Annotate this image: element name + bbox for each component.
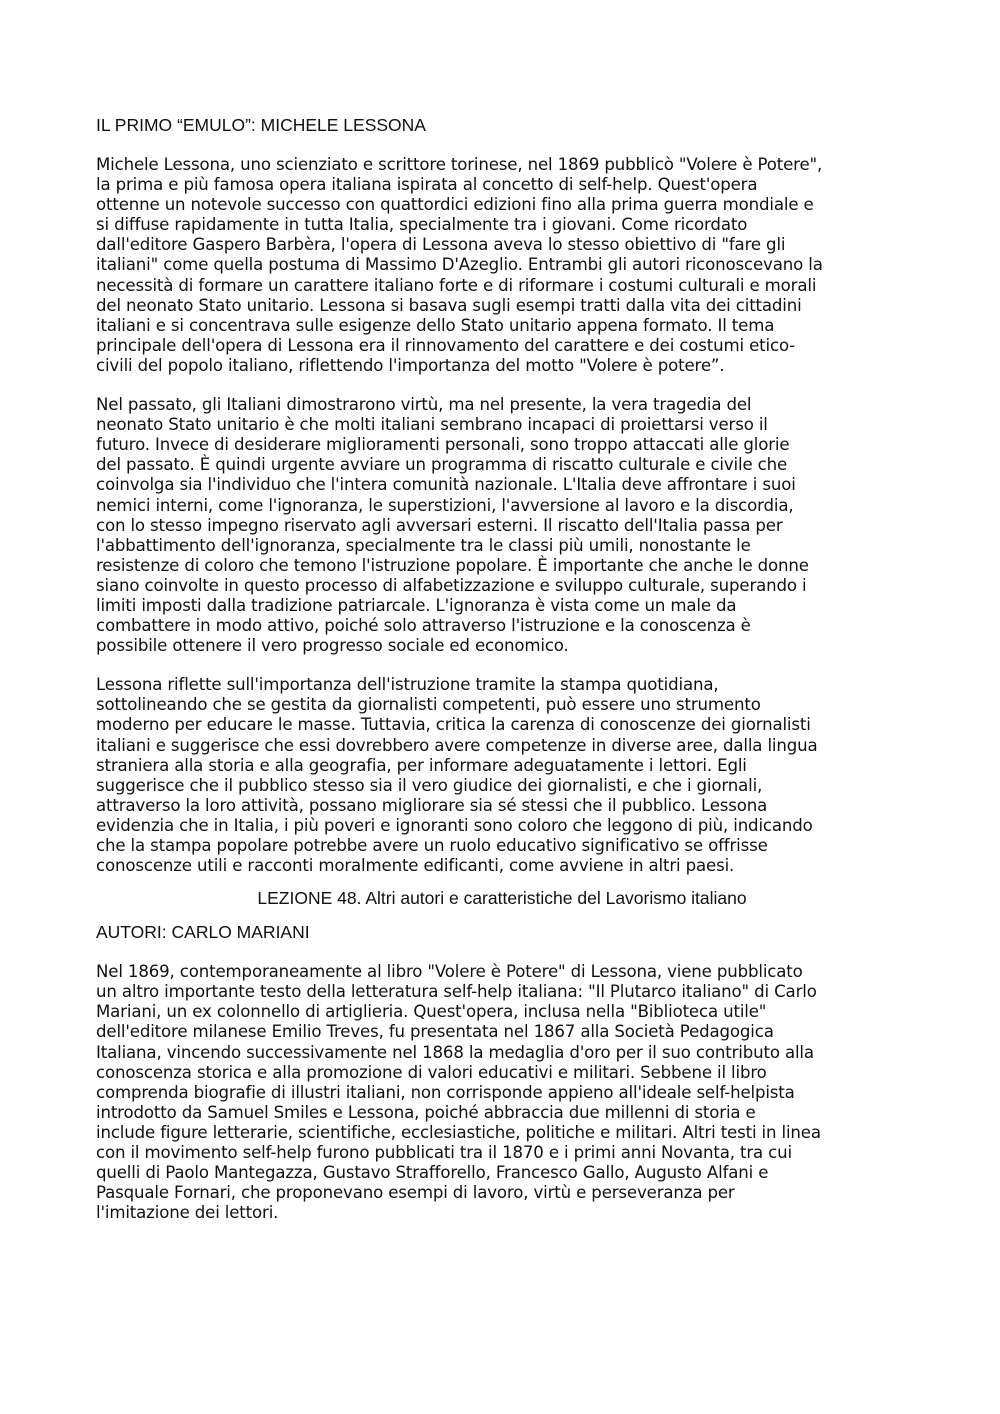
text-line: coinvolga sia l'individuo che l'intera comunità nazionale. L'Italia deve affrontare i suoi	[96, 475, 796, 495]
text-line: Nel 1869, contemporaneamente al libro "Volere è Potere" di Lessona, viene pubblicato	[96, 962, 803, 982]
lesson-title: LEZIONE 48. Altri autori e caratteristiche del Lavorismo italiano	[257, 888, 747, 909]
text-line: si diffuse rapidamente in tutta Italia, specialmente tra i giovani. Come ricordato	[96, 215, 748, 235]
text-line: necessità di formare un carattere italiano forte e di riformare i costumi culturali e morali	[96, 275, 817, 295]
paragraph	[96, 962, 908, 1223]
text-line: suggerisce che il pubblico stesso sia il vero giudice dei giornalisti, e che i giornali,	[96, 775, 763, 795]
text-line: evidenzia che in Italia, i più poveri e ignoranti sono coloro che leggono di più, indicando	[96, 815, 813, 835]
text-line: moderno per educare le masse. Tuttavia, critica la carenza di conoscenze dei giornalisti	[96, 715, 811, 735]
text-line: dall'editore Gaspero Barbèra, l'opera di Lessona aveva lo stesso obiettivo di "fare gli	[96, 235, 786, 255]
text-line: include figure letterarie, scientifiche, ecclesiastiche, politiche e militari. Altri testi in linea	[96, 1122, 821, 1142]
paragraph	[96, 155, 908, 376]
text-line: straniera alla storia e alla geografia, per informare adeguatamente i lettori. Egli	[96, 755, 747, 775]
text-line: del passato. È quindi urgente avviare un programma di riscatto culturale e civile che	[96, 455, 788, 475]
text-line: Lessona riflette sull'importanza dell'istruzione tramite la stampa quotidiana,	[96, 675, 719, 695]
text-line: dell'editore milanese Emilio Treves, fu presentata nel 1867 alla Società Pedagogica	[96, 1022, 774, 1042]
text-line: resistenze di coloro che temono l'istruzione popolare. È importante che anche le donne	[96, 555, 809, 575]
text-line: l'imitazione dei lettori.	[96, 1203, 279, 1223]
paragraph	[96, 675, 908, 876]
text-line: conoscenze utili e racconti moralmente edificanti, come avviene in altri paesi.	[96, 856, 735, 876]
text-line: l'abbattimento dell'ignoranza, specialmente tra le classi più umili, nonostante le	[96, 535, 751, 555]
text-line: un altro importante testo della letteratura self-help italiana: "Il Plutarco italiano" di Carlo	[96, 982, 817, 1002]
paragraph	[96, 395, 908, 656]
text-line: con il movimento self-help furono pubblicati tra il 1870 e i primi anni Novanta, tra cui	[96, 1143, 792, 1163]
text-line: Michele Lessona, uno scienziato e scrittore torinese, nel 1869 pubblicò "Volere è Potere",	[96, 155, 823, 174]
text-line: Mariani, un ex colonnello di artiglieria. Quest'opera, inclusa nella "Biblioteca utile"	[96, 1002, 767, 1022]
text-line: italiani e suggerisce che essi dovrebbero avere competenze in diverse aree, dalla lingua	[96, 735, 818, 755]
text-line: comprenda biografie di illustri italiani, non corrisponde appieno all'ideale self-helpista	[96, 1082, 795, 1102]
text-line: sottolineando che se gestita da giornalisti competenti, può essere uno strumento	[96, 695, 761, 715]
text-line: neonato Stato unitario è che molti italiani sembrano incapaci di proiettarsi verso il	[96, 415, 768, 435]
text-line: quelli di Paolo Mantegazza, Gustavo Strafforello, Francesco Gallo, Augusto Alfani e	[96, 1163, 769, 1183]
text-line: limiti imposti dalla tradizione patriarcale. L'ignoranza è vista come un male da	[96, 595, 737, 615]
text-line: la prima e più famosa opera italiana ispirata al concetto di self-help. Quest'opera	[96, 175, 758, 195]
text-line: con lo stesso impegno riservato agli avversari esterni. Il riscatto dell'Italia passa per	[96, 515, 783, 535]
text-line: attraverso la loro attività, possano migliorare sia sé stessi che il pubblico. Lessona	[96, 795, 768, 815]
text-line: civili del popolo italiano, riflettendo l'importanza del motto "Volere è potere”.	[96, 355, 725, 375]
document-page	[96, 114, 908, 1223]
text-line: del neonato Stato unitario. Lessona si basava sugli esempi tratti dalla vita dei cittadini	[96, 295, 802, 315]
text-line: futuro. Invece di desiderare miglioramenti personali, sono troppo attaccati alle glorie	[96, 435, 790, 455]
text-line: principale dell'opera di Lessona era il rinnovamento del carattere e dei costumi etico-	[96, 335, 796, 355]
text-line: siano coinvolte in questo processo di alfabetizzazione e sviluppo culturale, superando i	[96, 575, 807, 595]
text-line: che la stampa popolare potrebbe avere un ruolo educativo significativo se offrisse	[96, 836, 768, 855]
section-heading-mariani: AUTORI: CARLO MARIANI	[96, 922, 310, 943]
text-line: italiani" come quella postuma di Massimo D'Azeglio. Entrambi gli autori riconoscevano la	[96, 255, 823, 275]
text-line: Pasquale Fornari, che proponevano esempi di lavoro, virtù e perseveranza per	[96, 1183, 735, 1203]
text-line: combattere in modo attivo, poiché solo attraverso l'istruzione e la conoscenza è	[96, 616, 751, 636]
text-line: Italiana, vincendo successivamente nel 1868 la medaglia d'oro per il suo contributo alla	[96, 1042, 814, 1062]
text-line: italiani e si concentrava sulle esigenze dello Stato unitario appena formato. Il tema	[96, 315, 775, 335]
text-line: nemici interni, come l'ignoranza, le superstizioni, l'avversione al lavoro e la discordia,	[96, 495, 794, 515]
text-line: ottenne un notevole successo con quattordici edizioni fino alla prima guerra mondiale e	[96, 195, 814, 215]
text-line: possibile ottenere il vero progresso sociale ed economico.	[96, 636, 569, 656]
text-line: Nel passato, gli Italiani dimostrarono virtù, ma nel presente, la vera tragedia del	[96, 395, 752, 415]
section-heading-lessona: IL PRIMO “EMULO”: MICHELE LESSONA	[96, 115, 426, 135]
text-line: conoscenza storica e alla promozione di valori educativi e militari. Sebbene il libro	[96, 1062, 767, 1082]
text-line: introdotto da Samuel Smiles e Lessona, poiché abbraccia due millenni di storia e	[96, 1102, 756, 1122]
